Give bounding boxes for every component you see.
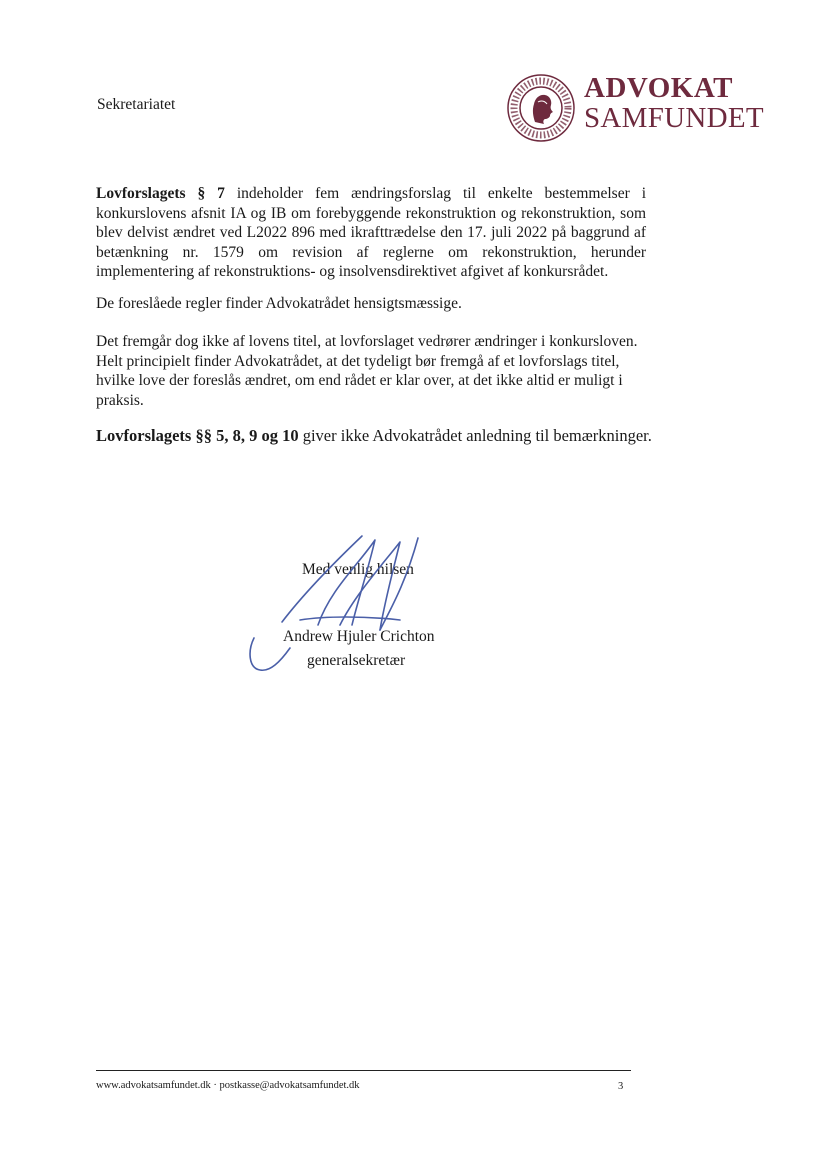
page-number: 3: [618, 1081, 624, 1092]
paragraph-1: [96, 184, 646, 282]
closing-salutation: Med venlig hilsen: [302, 561, 414, 578]
logo-line-1: ADVOKAT: [584, 72, 733, 104]
signer-name: Andrew Hjuler Crichton: [283, 628, 435, 645]
seal-icon: [505, 72, 577, 144]
paragraph-4: [96, 426, 656, 446]
paragraph-1-text: indeholder fem ændringsforslag til enkelte bestemmelser i konkurslovens afsnit IA og IB om forebyggende rekonstruktion og rekonstruktion, som blev delvist ændret ved L2022 896 med ikrafttrædelse den 17. juli 2022 på baggrund af betænkning nr. 1579 om revision af reglerne om rekonstruktion, herunder implementering af rekonstruktions- og insolvensdirektivet afgivet af konkursrådet.: [96, 185, 646, 280]
logo-wordmark: [584, 74, 764, 133]
paragraph-3: Det fremgår dog ikke af lovens titel, at lovforslaget vedrører ændringer i konkursloven. Helt principielt finder Advokatrådet, at det tydeligt bør fremgå af et lovforslags titel, hvilke love der foreslås ændret, om end rådet er klar over, at det ikke altid er muligt i praksis.: [96, 333, 638, 409]
footer-divider: [96, 1070, 631, 1071]
logo-line-2: SAMFUNDET: [584, 102, 764, 134]
paragraph-4-bold: Lovforslagets §§ 5, 8, 9 og 10: [96, 426, 299, 445]
paragraph-4-text: giver ikke Advokatrådet anledning til bemærkninger.: [298, 426, 652, 445]
paragraph-2: De foreslåede regler finder Advokatrådet hensigtsmæssige.: [96, 295, 462, 312]
signer-title: generalsekretær: [307, 652, 406, 669]
footer-contact: www.advokatsamfundet.dk · postkasse@advokatsamfundet.dk: [96, 1080, 360, 1091]
paragraph-1-bold: Lovforslagets § 7: [96, 185, 225, 202]
advokatsamfundet-logo: [505, 72, 780, 144]
department-label: Sekretariatet: [97, 96, 176, 113]
